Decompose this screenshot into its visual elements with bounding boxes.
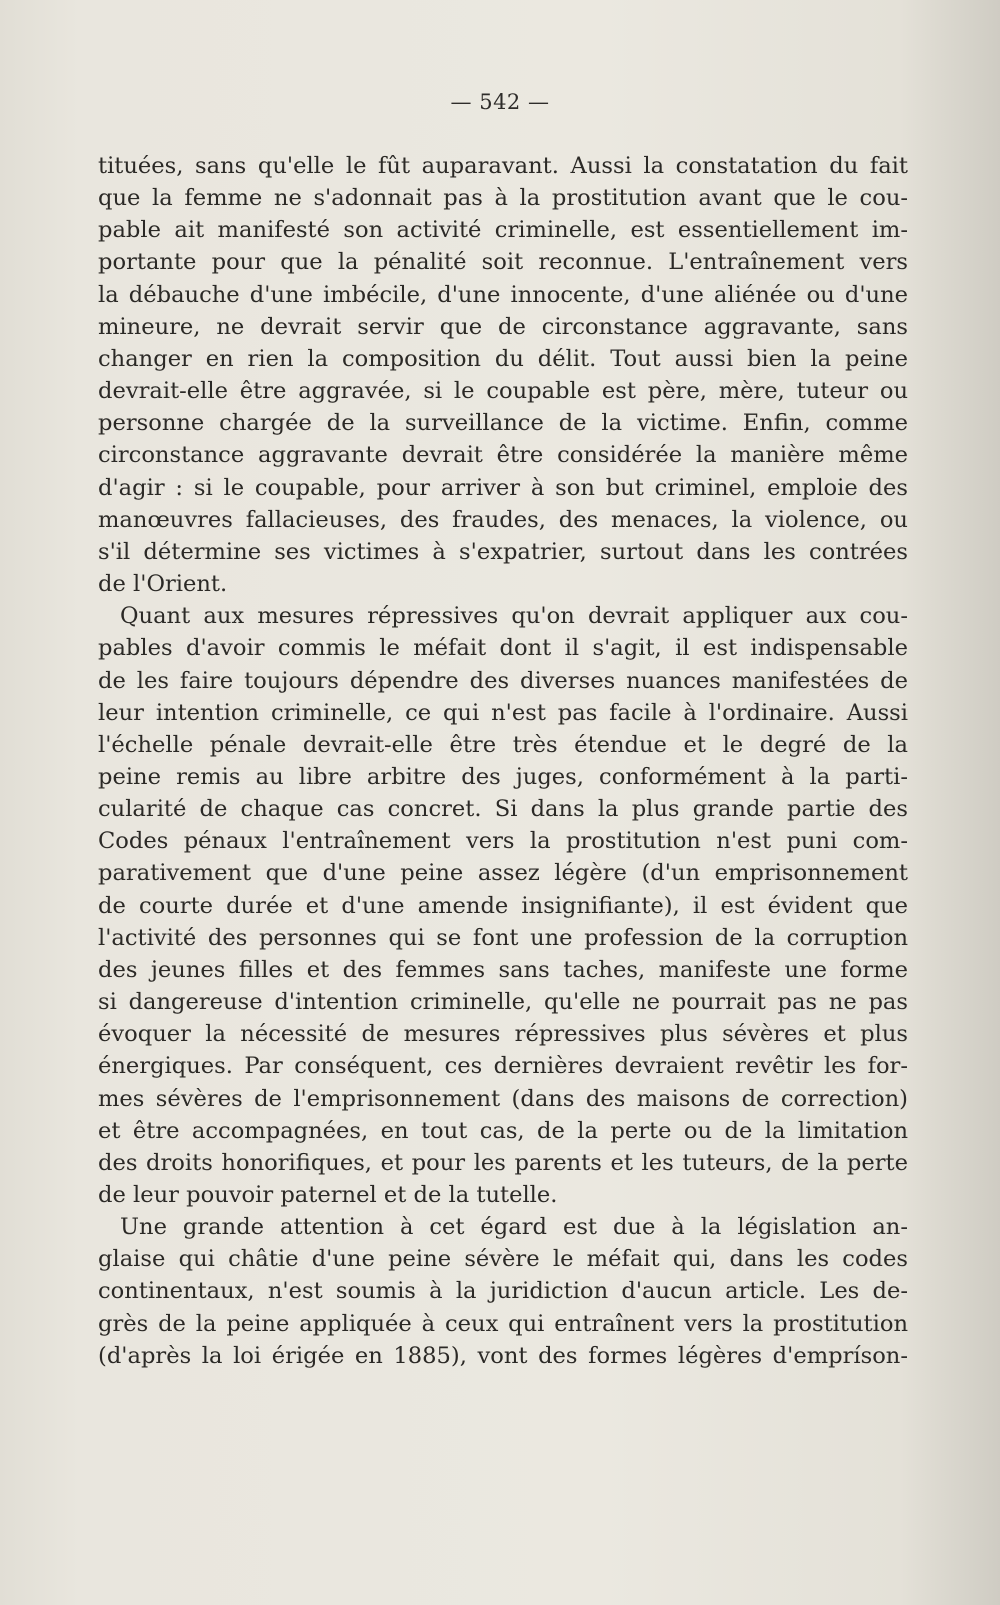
paragraph-2: [98, 600, 908, 1211]
text-line: grès de la peine appliquée à ceux qui entraînent vers la prostitution: [98, 1310, 908, 1337]
text-line: personne chargée de la surveillance de la victime. Enfin, comme: [98, 410, 908, 437]
text-line: d'agir : si le coupable, pour arriver à son but criminel, emploie des: [98, 474, 908, 501]
text-line: peine remis au libre arbitre des juges, conformément à la parti-: [98, 763, 908, 790]
text-line: Quant aux mesures répressives qu'on devrait appliquer aux cou-: [120, 603, 908, 630]
text-line: parativement que d'une peine assez légère (d'un emprisonnement: [98, 860, 908, 887]
page-number: — 542 —: [450, 90, 550, 114]
text-line: des droits honorifiques, et pour les parents et les tuteurs, de la perte: [98, 1149, 908, 1176]
body-text: [98, 150, 908, 1372]
text-line: devrait-elle être aggravée, si le coupable est père, mère, tuteur ou: [98, 378, 908, 405]
text-line: mineure, ne devrait servir que de circonstance aggravante, sans: [98, 313, 908, 340]
text-line: continentaux, n'est soumis à la juridiction d'aucun article. Les de-: [98, 1278, 908, 1305]
paragraph-1: [98, 150, 908, 600]
text-line: de leur pouvoir paternel et de la tutelle.: [98, 1182, 558, 1208]
text-line: l'activité des personnes qui se font une profession de la corruption: [98, 924, 908, 951]
text-line: pables d'avoir commis le méfait dont il s'agit, il est indispensable: [98, 635, 908, 662]
text-line: si dangereuse d'intention criminelle, qu'elle ne pourrait pas ne pas: [98, 989, 908, 1016]
text-line: Une grande attention à cet égard est due à la législation an-: [120, 1214, 908, 1241]
text-line: manœuvres fallacieuses, des fraudes, des menaces, la violence, ou: [98, 506, 908, 533]
text-line: leur intention criminelle, ce qui n'est pas facile à l'ordinaire. Aussi: [98, 699, 908, 726]
text-line: de courte durée et d'une amende insignifiante), il est évident que: [98, 892, 908, 919]
text-line: tituées, sans qu'elle le fût auparavant. Aussi la constatation du fait: [98, 153, 908, 179]
text-line: (d'après la loi érigée en 1885), vont des formes légères d'empríson-: [98, 1342, 908, 1369]
text-line: Codes pénaux l'entraînement vers la prostitution n'est puni com-: [98, 828, 908, 855]
text-line: et être accompagnées, en tout cas, de la perte ou de la limitation: [98, 1117, 908, 1144]
text-line: mes sévères de l'emprisonnement (dans des maisons de correction): [98, 1085, 908, 1112]
text-line: circonstance aggravante devrait être considérée la manière même: [98, 442, 908, 469]
text-line: glaise qui châtie d'une peine sévère le méfait qui, dans les codes: [98, 1246, 908, 1273]
text-line: énergiques. Par conséquent, ces dernières devraient revêtir les for-: [98, 1053, 908, 1080]
paragraph-3: [98, 1211, 908, 1372]
text-line: que la femme ne s'adonnait pas à la prostitution avant que le cou-: [98, 185, 908, 212]
text-line: de l'Orient.: [98, 571, 228, 598]
text-line: l'échelle pénale devrait-elle être très étendue et le degré de la: [98, 731, 908, 758]
text-line: portante pour que la pénalité soit reconnue. L'entraînement vers: [98, 249, 908, 276]
text-line: de les faire toujours dépendre des diverses nuances manifestées de: [98, 667, 908, 694]
text-line: des jeunes filles et des femmes sans taches, manifeste une forme: [98, 956, 908, 983]
text-line: pable ait manifesté son activité criminelle, est essentiellement im-: [98, 217, 908, 244]
text-line: s'il détermine ses victimes à s'expatrier, surtout dans les contrées: [98, 538, 908, 565]
text-line: la débauche d'une imbécile, d'une innocente, d'une aliénée ou d'une: [98, 281, 908, 308]
text-line: cularité de chaque cas concret. Si dans la plus grande partie des: [98, 796, 908, 823]
text-line: changer en rien la composition du délit. Tout aussi bien la peine: [98, 345, 908, 372]
text-line: évoquer la nécessité de mesures répressives plus sévères et plus: [98, 1021, 908, 1048]
